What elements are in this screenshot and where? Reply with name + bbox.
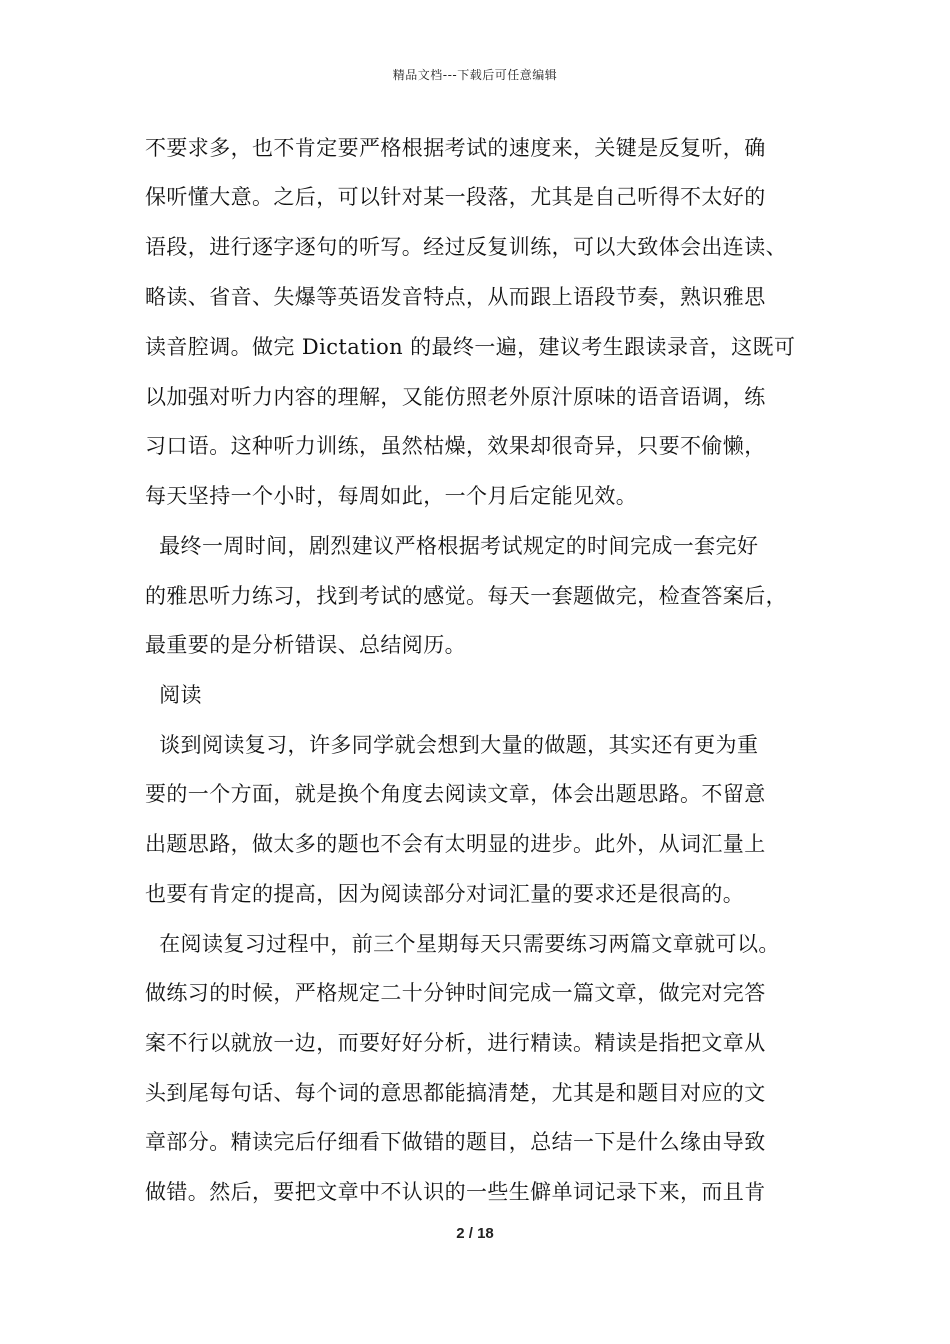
text-line: 头到尾每句话、每个词的意思都能搞清楚，尤其是和题目对应的文	[145, 1081, 766, 1105]
text-line: 做错。然后，要把文章中不认识的一些生僻单词记录下来，而且肯	[145, 1180, 766, 1204]
text-line: 在阅读复习过程中，前三个星期每天只需要练习两篇文章就可以。	[145, 932, 780, 956]
text-line: 最终一周时间，剧烈建议严格根据考试规定的时间完成一套完好	[145, 534, 759, 558]
text-line: 保听懂大意。之后，可以针对某一段落，尤其是自己听得不太好的	[145, 185, 766, 209]
text-line: 章部分。精读完后仔细看下做错的题目，总结一下是什么缘由导致	[145, 1130, 766, 1154]
text-line: 出题思路，做太多的题也不会有太明显的进步。此外，从词汇量上	[145, 832, 766, 856]
text-line: 谈到阅读复习，许多同学就会想到大量的做题，其实还有更为重	[145, 733, 759, 757]
text-line: 以加强对听力内容的理解，又能仿照老外原汁原味的语音语调，练	[145, 385, 766, 409]
text-line: 不要求多，也不肯定要严格根据考试的速度来，关键是反复听，确	[145, 136, 766, 160]
text-line: 习口语。这种听力训练，虽然枯燥，效果却很奇异，只要不偷懒，	[145, 434, 766, 458]
page-header: 精品文档---下载后可任意编辑	[392, 68, 558, 82]
text-line: 语段，进行逐字逐句的听写。经过反复训练，可以大致体会出连读、	[145, 235, 787, 259]
text-line: 每天坚持一个小时，每周如此，一个月后定能见效。	[145, 484, 638, 508]
page-number: 2 / 18	[456, 1225, 494, 1242]
text-line: 也要有肯定的提高，因为阅读部分对词汇量的要求还是很高的。	[145, 882, 745, 906]
text-line: 做练习的时候，严格规定二十分钟时间完成一篇文章，做完对完答	[145, 981, 766, 1005]
text-line: 的雅思听力练习，找到考试的感觉。每天一套题做完，检查答案后，	[145, 584, 787, 608]
text-line: 读音腔调。做完 Dictation 的最终一遍，建议考生跟读录音，这既可	[145, 335, 796, 359]
section-heading: 阅读	[145, 683, 202, 707]
text-line: 最重要的是分析错误、总结阅历。	[145, 633, 466, 657]
text-line: 要的一个方面，就是换个角度去阅读文章，体会出题思路。不留意	[145, 782, 766, 806]
text-line: 案不行以就放一边，而要好好分析，进行精读。精读是指把文章从	[145, 1031, 766, 1055]
text-line: 略读、省音、失爆等英语发音特点，从而跟上语段节奏，熟识雅思	[145, 285, 766, 309]
